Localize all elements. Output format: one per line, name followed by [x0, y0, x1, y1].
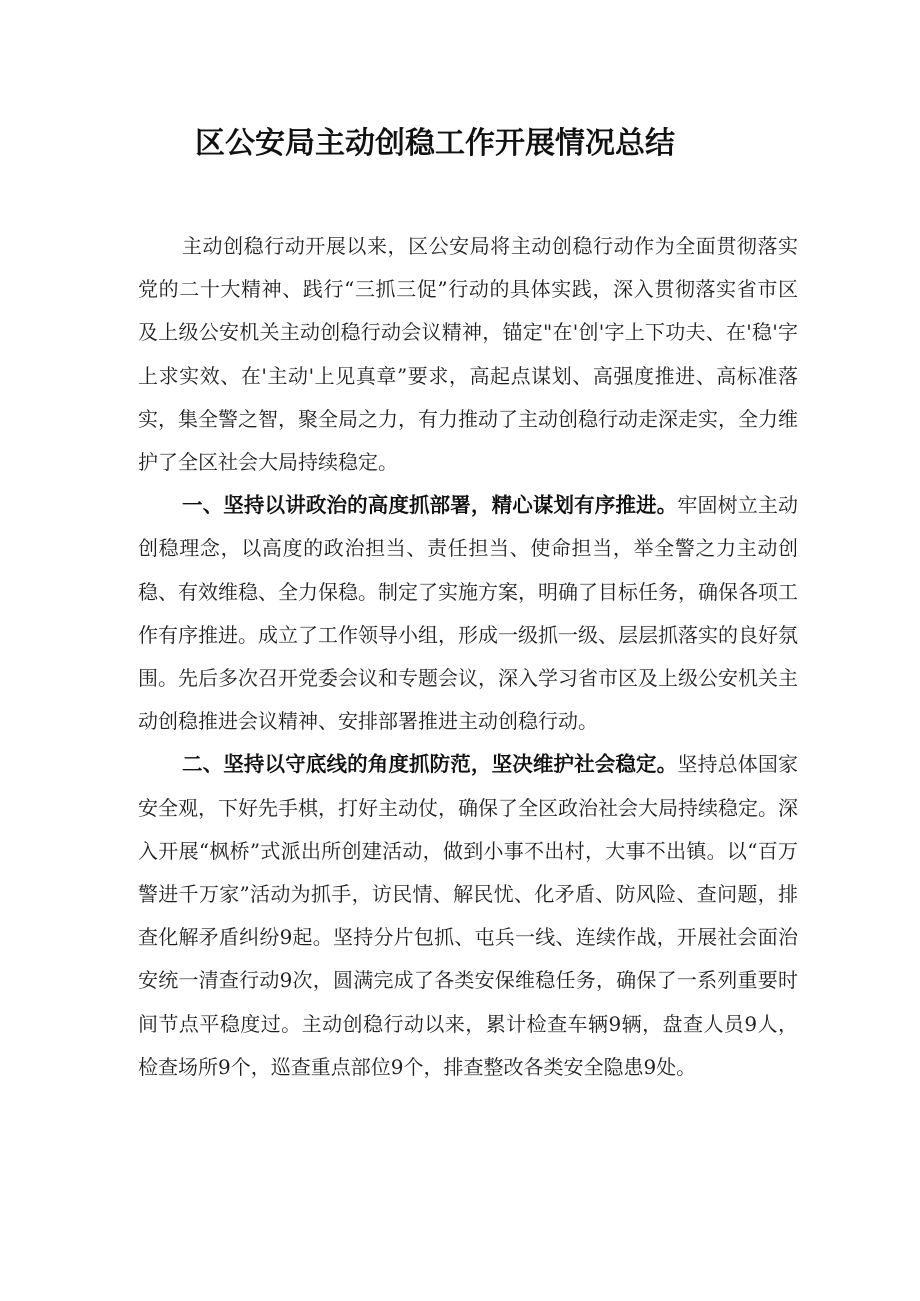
section-paragraph-2 — [138, 743, 798, 1089]
section-heading-2: 二、坚持以守底线的角度抓防范，坚决维护社会稳定。 — [182, 752, 678, 777]
document-body — [138, 225, 798, 1089]
document-title: 区公安局主动创稳工作开展情况总结 — [195, 126, 675, 161]
section-heading-1: 一、坚持以讲政治的高度抓部署，精心谋划有序推进。 — [182, 493, 678, 518]
section-text-2: 坚持总体国家安全观，下好先手棋，打好主动仗，确保了全区政治社会大局持续稳定。深入开展“枫桥”式派出所创建活动，做到小事不出村，大事不出镇。以“百万警进千万家”活动为抓手，访民情、解民忧、化矛盾、防风险、查问题，排查化解矛盾纠纷9起。坚持分片包抓、屯兵一线、连续作战，开展社会面治安统一清查行动9次，圆满完成了各类安保维稳任务，确保了一系列重要时间节点平稳度过。主动创稳行动以来，累计检查车辆9辆，盘查人员9人，检查场所9个，巡查重点部位9个，排查整改各类安全隐患9处。 — [138, 752, 799, 1079]
section-text-1: 牢固树立主动创稳理念，以高度的政治担当、责任担当、使命担当，举全警之力主动创稳、有效维稳、全力保稳。制定了实施方案，明确了目标任务，确保各项工作有序推进。成立了工作领导小组，形成一级抓一级、层层抓落实的良好氛围。先后多次召开党委会议和专题会议，深入学习省市区及上级公安机关主动创稳推进会议精神、安排部署推进主动创稳行动。 — [138, 493, 799, 734]
intro-paragraph: 主动创稳行动开展以来，区公安局将主动创稳行动作为全面贯彻落实党的二十大精神、践行“三抓三促”行动的具体实践，深入贯彻落实省市区及上级公安机关主动创稳行动会议精神，锚定"在'创'字上下功夫、在'稳'字上求实效、在'主动'上见真章”要求，高起点谋划、高强度推进、高标准落实，集全警之智，聚全局之力，有力推动了主动创稳行动走深走实，全力维护了全区社会大局持续稳定。 — [138, 234, 798, 475]
section-paragraph-1 — [138, 484, 798, 743]
